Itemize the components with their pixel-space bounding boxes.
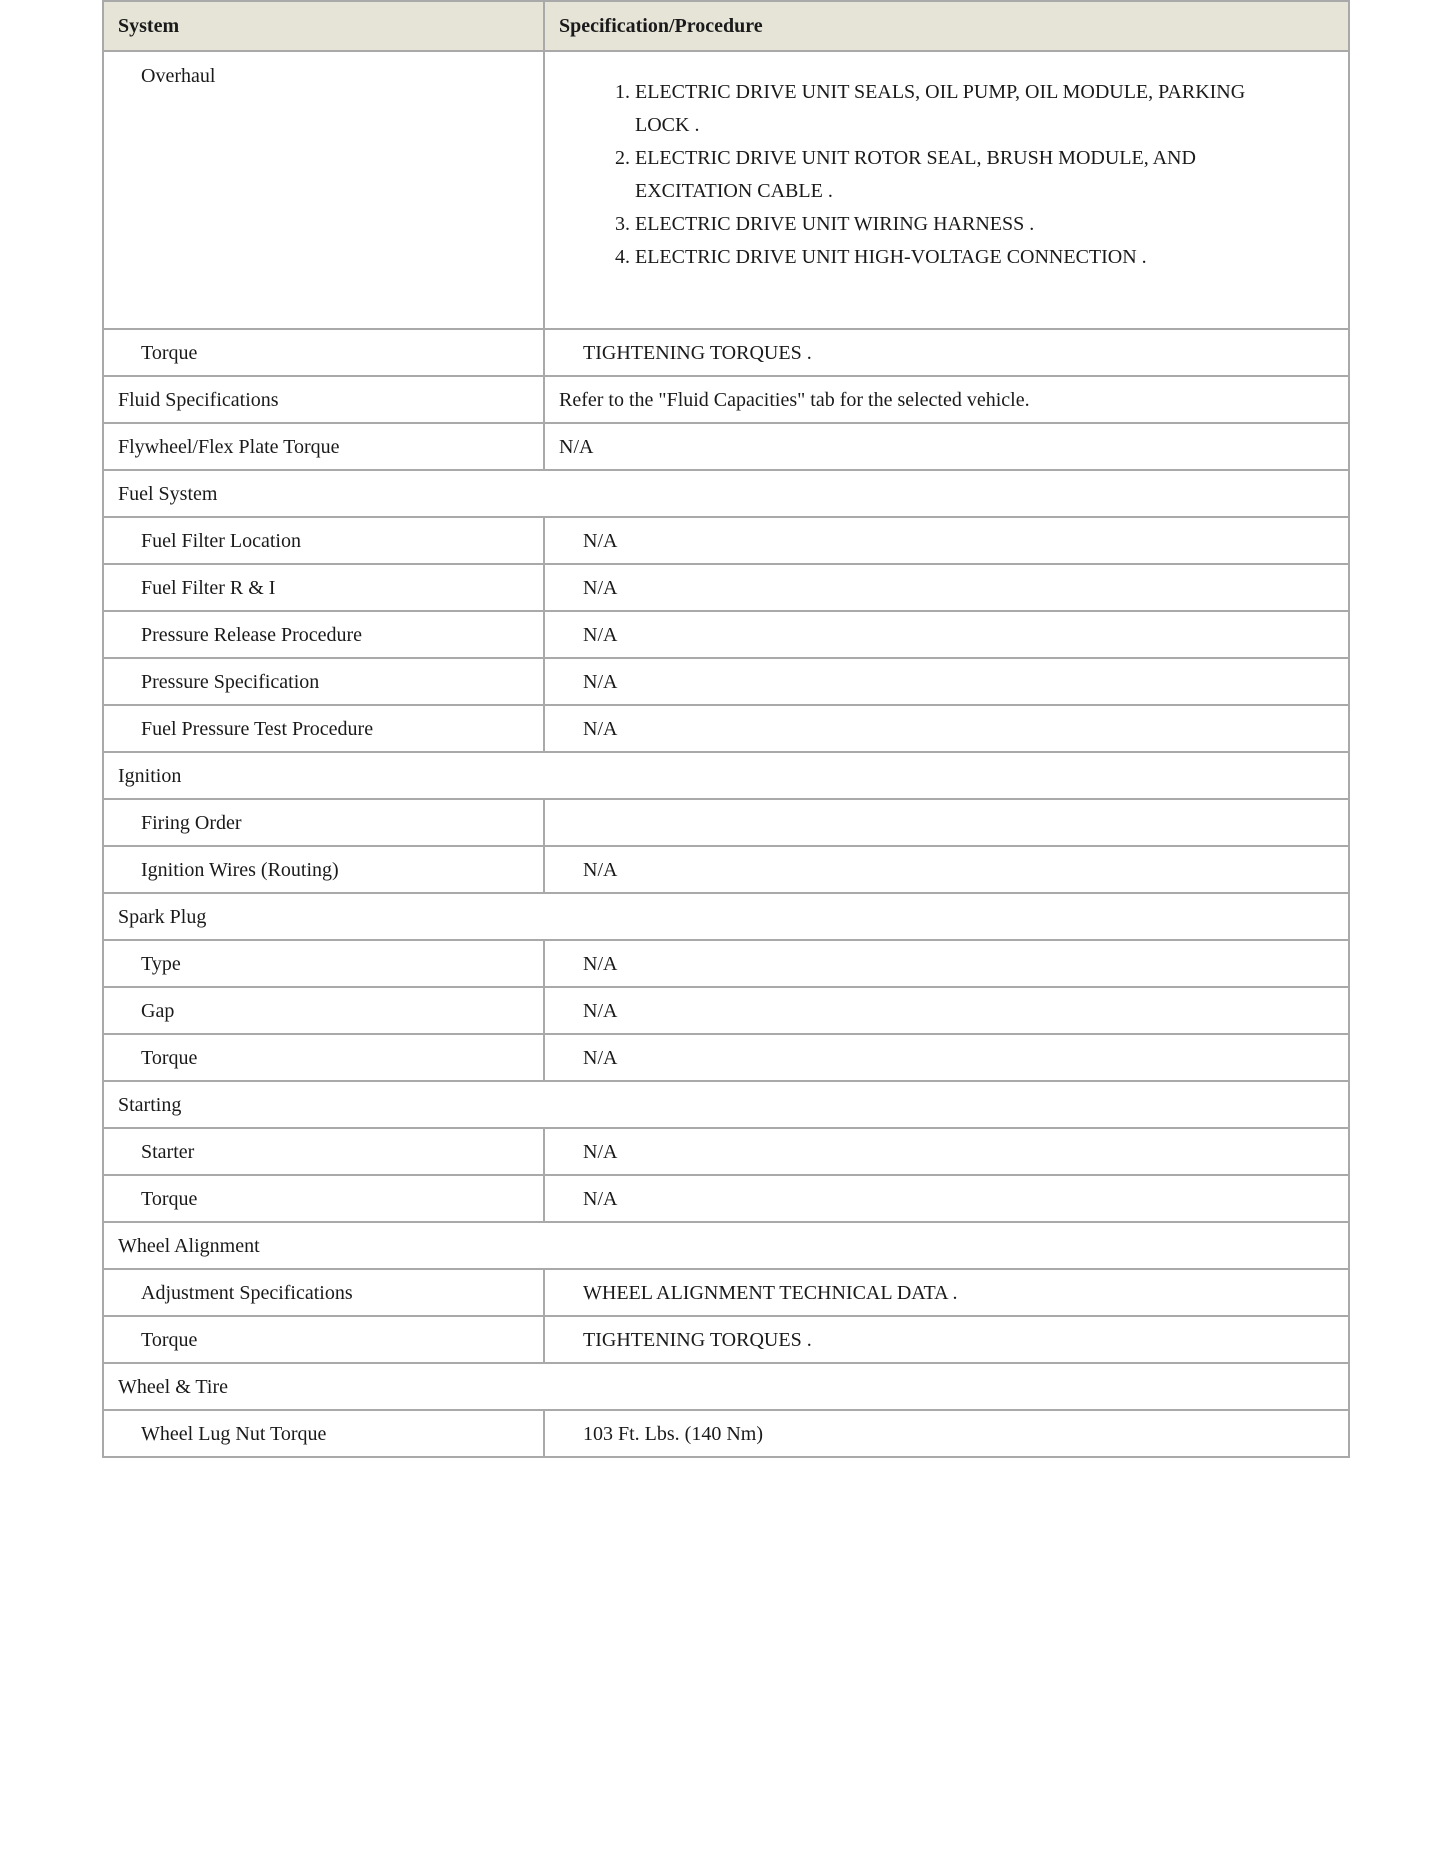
table-row	[103, 376, 1349, 423]
row-value: 103 Ft. Lbs. (140 Nm)	[544, 1410, 1349, 1457]
procedure-link[interactable]: 3. ELECTRIC DRIVE UNIT WIRING HARNESS .	[635, 208, 1294, 241]
procedure-list	[559, 76, 1334, 274]
procedure-link[interactable]: 2. ELECTRIC DRIVE UNIT ROTOR SEAL, BRUSH MODULE, AND EXCITATION CABLE .	[635, 142, 1294, 208]
row-label: Type	[103, 940, 544, 987]
table-row-overhaul	[103, 51, 1349, 329]
row-value: N/A	[544, 564, 1349, 611]
table-row	[103, 1316, 1349, 1363]
row-label: Ignition Wires (Routing)	[103, 846, 544, 893]
row-label: Firing Order	[103, 799, 544, 846]
procedure-link[interactable]: 1. ELECTRIC DRIVE UNIT SEALS, OIL PUMP, OIL MODULE, PARKING LOCK .	[635, 76, 1294, 142]
row-label: Torque	[103, 1034, 544, 1081]
row-label: Torque	[103, 329, 544, 376]
table-row	[103, 987, 1349, 1034]
table-row	[103, 1175, 1349, 1222]
section-row-fuel-system	[103, 470, 1349, 517]
section-row-wheel-alignment	[103, 1222, 1349, 1269]
section-row-spark-plug	[103, 893, 1349, 940]
header-system: System	[103, 1, 544, 51]
row-label: Starter	[103, 1128, 544, 1175]
row-value: N/A	[544, 1175, 1349, 1222]
row-label: Fuel Filter Location	[103, 517, 544, 564]
table-row	[103, 1269, 1349, 1316]
table-row	[103, 658, 1349, 705]
row-value: N/A	[544, 658, 1349, 705]
row-label: Overhaul	[103, 51, 544, 329]
section-row-wheel-tire	[103, 1363, 1349, 1410]
header-specification: Specification/Procedure	[544, 1, 1349, 51]
table-row	[103, 799, 1349, 846]
table-row	[103, 517, 1349, 564]
section-row-starting	[103, 1081, 1349, 1128]
row-label: Fuel Filter R & I	[103, 564, 544, 611]
row-label: Flywheel/Flex Plate Torque	[103, 423, 544, 470]
row-label: Fluid Specifications	[103, 376, 544, 423]
procedure-link[interactable]: 4. ELECTRIC DRIVE UNIT HIGH-VOLTAGE CONNECTION .	[635, 241, 1294, 274]
section-heading: Wheel & Tire	[103, 1363, 1349, 1410]
procedure-link[interactable]: TIGHTENING TORQUES .	[544, 1316, 1349, 1363]
row-value: N/A	[544, 940, 1349, 987]
row-value	[544, 799, 1349, 846]
row-value: N/A	[544, 611, 1349, 658]
table-row	[103, 564, 1349, 611]
row-label: Pressure Specification	[103, 658, 544, 705]
row-label: Pressure Release Procedure	[103, 611, 544, 658]
table-row	[103, 705, 1349, 752]
row-value: N/A	[544, 423, 1349, 470]
procedure-link[interactable]: TIGHTENING TORQUES .	[544, 329, 1349, 376]
section-heading: Wheel Alignment	[103, 1222, 1349, 1269]
table-row	[103, 329, 1349, 376]
row-label: Adjustment Specifications	[103, 1269, 544, 1316]
row-label: Wheel Lug Nut Torque	[103, 1410, 544, 1457]
header-row	[103, 1, 1349, 51]
table-row	[103, 1034, 1349, 1081]
section-heading: Spark Plug	[103, 893, 1349, 940]
row-label: Torque	[103, 1175, 544, 1222]
row-value: N/A	[544, 705, 1349, 752]
table-row	[103, 1410, 1349, 1457]
row-value: N/A	[544, 987, 1349, 1034]
row-value: N/A	[544, 517, 1349, 564]
table-row	[103, 611, 1349, 658]
section-heading: Starting	[103, 1081, 1349, 1128]
row-label: Gap	[103, 987, 544, 1034]
section-heading: Fuel System	[103, 470, 1349, 517]
procedure-link[interactable]: WHEEL ALIGNMENT TECHNICAL DATA .	[544, 1269, 1349, 1316]
row-value: Refer to the "Fluid Capacities" tab for the selected vehicle.	[544, 376, 1349, 423]
row-label: Torque	[103, 1316, 544, 1363]
row-value: N/A	[544, 846, 1349, 893]
section-row-ignition	[103, 752, 1349, 799]
table-row	[103, 1128, 1349, 1175]
table-row	[103, 846, 1349, 893]
table-row	[103, 423, 1349, 470]
spec-table	[102, 0, 1350, 1458]
row-value: N/A	[544, 1128, 1349, 1175]
row-value: N/A	[544, 1034, 1349, 1081]
section-heading: Ignition	[103, 752, 1349, 799]
overhaul-procedures	[544, 51, 1349, 329]
row-label: Fuel Pressure Test Procedure	[103, 705, 544, 752]
table-row	[103, 940, 1349, 987]
